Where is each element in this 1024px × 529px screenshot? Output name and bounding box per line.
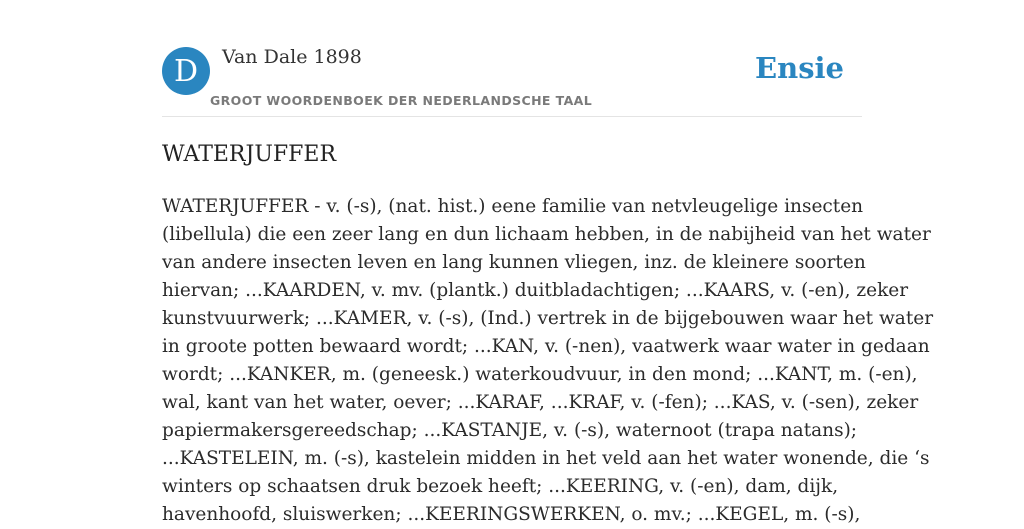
definition-line: ...KASTELEIN, m. (-s), kastelein midden in het veld aan het water wonende, die ‘s xyxy=(162,448,930,469)
dictionary-subtitle: GROOT WOORDENBOEK DER NEDERLANDSCHE TAAL xyxy=(210,93,593,108)
entry-definition xyxy=(162,193,934,529)
definition-line: (libellula) die een zeer lang en dun lichaam hebben, in de nabijheid van het water xyxy=(162,224,931,245)
definition-line: havenhoofd, sluiswerken; ...KEERINGSWERKEN, o. mv.; ...KEGEL, m. (-s), xyxy=(162,504,861,525)
definition-line: van andere insecten leven en lang kunnen vliegen, inz. de kleinere soorten xyxy=(162,252,866,273)
page xyxy=(162,0,934,525)
definition-line: wal, kant van het water, oever; ...KARAF, ...KRAF, v. (-fen); ...KAS, v. (-sen), zeker xyxy=(162,392,919,413)
definition-line: papiermakersgereedschap; ...KASTANJE, v. (-s), waternoot (trapa natans); xyxy=(162,420,858,441)
definition-line: wordt; ...KANKER, m. (geneesk.) waterkoudvuur, in den mond; ...KANT, m. (-en), xyxy=(162,364,918,385)
dictionary-title[interactable]: Van Dale 1898 xyxy=(222,46,362,68)
page-title: WATERJUFFER xyxy=(162,142,337,167)
definition-line: hiervan; ...KAARDEN, v. mv. (plantk.) duitbladachtigen; ...KAARS, v. (-en), zeker xyxy=(162,280,909,301)
dictionary-header xyxy=(162,0,862,117)
dictionary-logo-icon[interactable]: D xyxy=(162,47,210,95)
definition-line: kunstvuurwerk; ...KAMER, v. (-s), (Ind.) vertrek in de bijgebouwen waar het water xyxy=(162,308,934,329)
definition-line: winters op schaatsen druk bezoek heeft; ...KEERING, v. (-en), dam, dijk, xyxy=(162,476,839,497)
definition-line: WATERJUFFER - v. (-s), (nat. hist.) eene familie van netvleugelige insecten xyxy=(162,196,864,217)
definition-line: in groote potten bewaard wordt; ...KAN, v. (-nen), vaatwerk waar water in gedaan xyxy=(162,336,930,357)
ensie-logo[interactable]: Ensie xyxy=(755,51,844,85)
